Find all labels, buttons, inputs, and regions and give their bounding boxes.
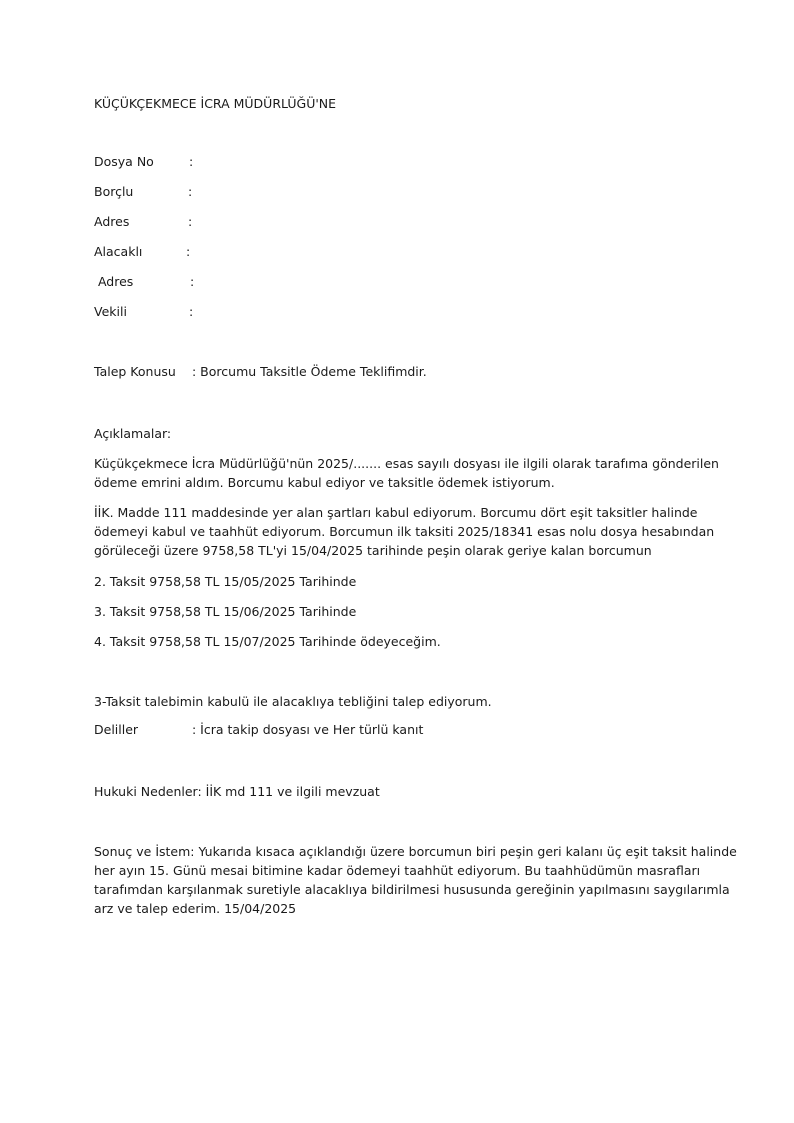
subject-label: Talep Konusu bbox=[94, 364, 176, 379]
field-colon: : bbox=[189, 154, 194, 169]
paragraph-line: ödemeyi kabul ve taahhüt ediyorum. Borcumun ilk taksiti 2025/18341 esas nolu dosya hesabından bbox=[94, 524, 715, 539]
field-label: Dosya No bbox=[94, 154, 154, 169]
paragraph-line: görüleceği üzere 9758,58 TL'yi 15/04/2025 tarihinde peşin olarak geriye kalan borcumun bbox=[94, 543, 652, 558]
field-label: Borçlu bbox=[94, 184, 134, 199]
paragraph-line: her ayın 15. Günü mesai bitimine kadar ödemeyi taahhüt ediyorum. Bu taahhüdümün masrafları bbox=[94, 863, 701, 878]
paragraph-line: tarafımdan karşılanmak suretiyle alacaklıya bildirilmesi hususunda gereğinin yapılmasını saygılarımla bbox=[94, 882, 730, 897]
field-colon: : bbox=[189, 304, 194, 319]
field-colon: : bbox=[188, 214, 193, 229]
paragraph-line: İİK. Madde 111 maddesinde yer alan şartları kabul ediyorum. Borcumu dört eşit taksitler halinde bbox=[94, 505, 698, 520]
installment-2: 2. Taksit 9758,58 TL 15/05/2025 Tarihinde bbox=[94, 574, 357, 589]
field-label: Alacaklı bbox=[94, 244, 143, 259]
field-colon: : bbox=[190, 274, 195, 289]
conclusion-paragraph bbox=[94, 842, 737, 918]
field-label: Adres bbox=[94, 274, 134, 289]
legal-basis: Hukuki Nedenler: İİK md 111 ve ilgili mevzuat bbox=[94, 784, 380, 799]
field-label: Vekili bbox=[94, 304, 127, 319]
explanations-heading: Açıklamalar: bbox=[94, 426, 172, 441]
court-heading: KÜÇÜKÇEKMECE İCRA MÜDÜRLÜĞÜ'NE bbox=[94, 96, 337, 111]
field-colon: : bbox=[186, 244, 191, 259]
field-colon: : bbox=[188, 184, 193, 199]
paragraph-line: Sonuç ve İstem: Yukarıda kısaca açıklandığı üzere borcumun biri peşin geri kalanı üç eşit taksit halinde bbox=[94, 844, 737, 859]
explanation-paragraph-2 bbox=[94, 503, 715, 560]
subject-value: : Borcumu Taksitle Ödeme Teklifimdir. bbox=[192, 364, 427, 379]
explanation-paragraph-1 bbox=[94, 454, 719, 492]
evidence-label: Deliller bbox=[94, 722, 139, 737]
installment-4: 4. Taksit 9758,58 TL 15/07/2025 Tarihinde ödeyeceğim. bbox=[94, 634, 441, 649]
paragraph-line: arz ve talep ederim. 15/04/2025 bbox=[94, 901, 297, 916]
paragraph-line: Küçükçekmece İcra Müdürlüğü'nün 2025/....... esas sayılı dosyası ile ilgili olarak tarafıma gönderilen bbox=[94, 456, 719, 471]
evidence-value: : İcra takip dosyası ve Her türlü kanıt bbox=[192, 722, 424, 737]
paragraph-line: ödeme emrini aldım. Borcumu kabul ediyor ve taksitle ödemek istiyorum. bbox=[94, 475, 555, 490]
installment-3: 3. Taksit 9758,58 TL 15/06/2025 Tarihinde bbox=[94, 604, 357, 619]
field-label: Adres bbox=[94, 214, 130, 229]
installment-request: 3-Taksit talebimin kabulü ile alacaklıya tebliğini talep ediyorum. bbox=[94, 694, 492, 709]
